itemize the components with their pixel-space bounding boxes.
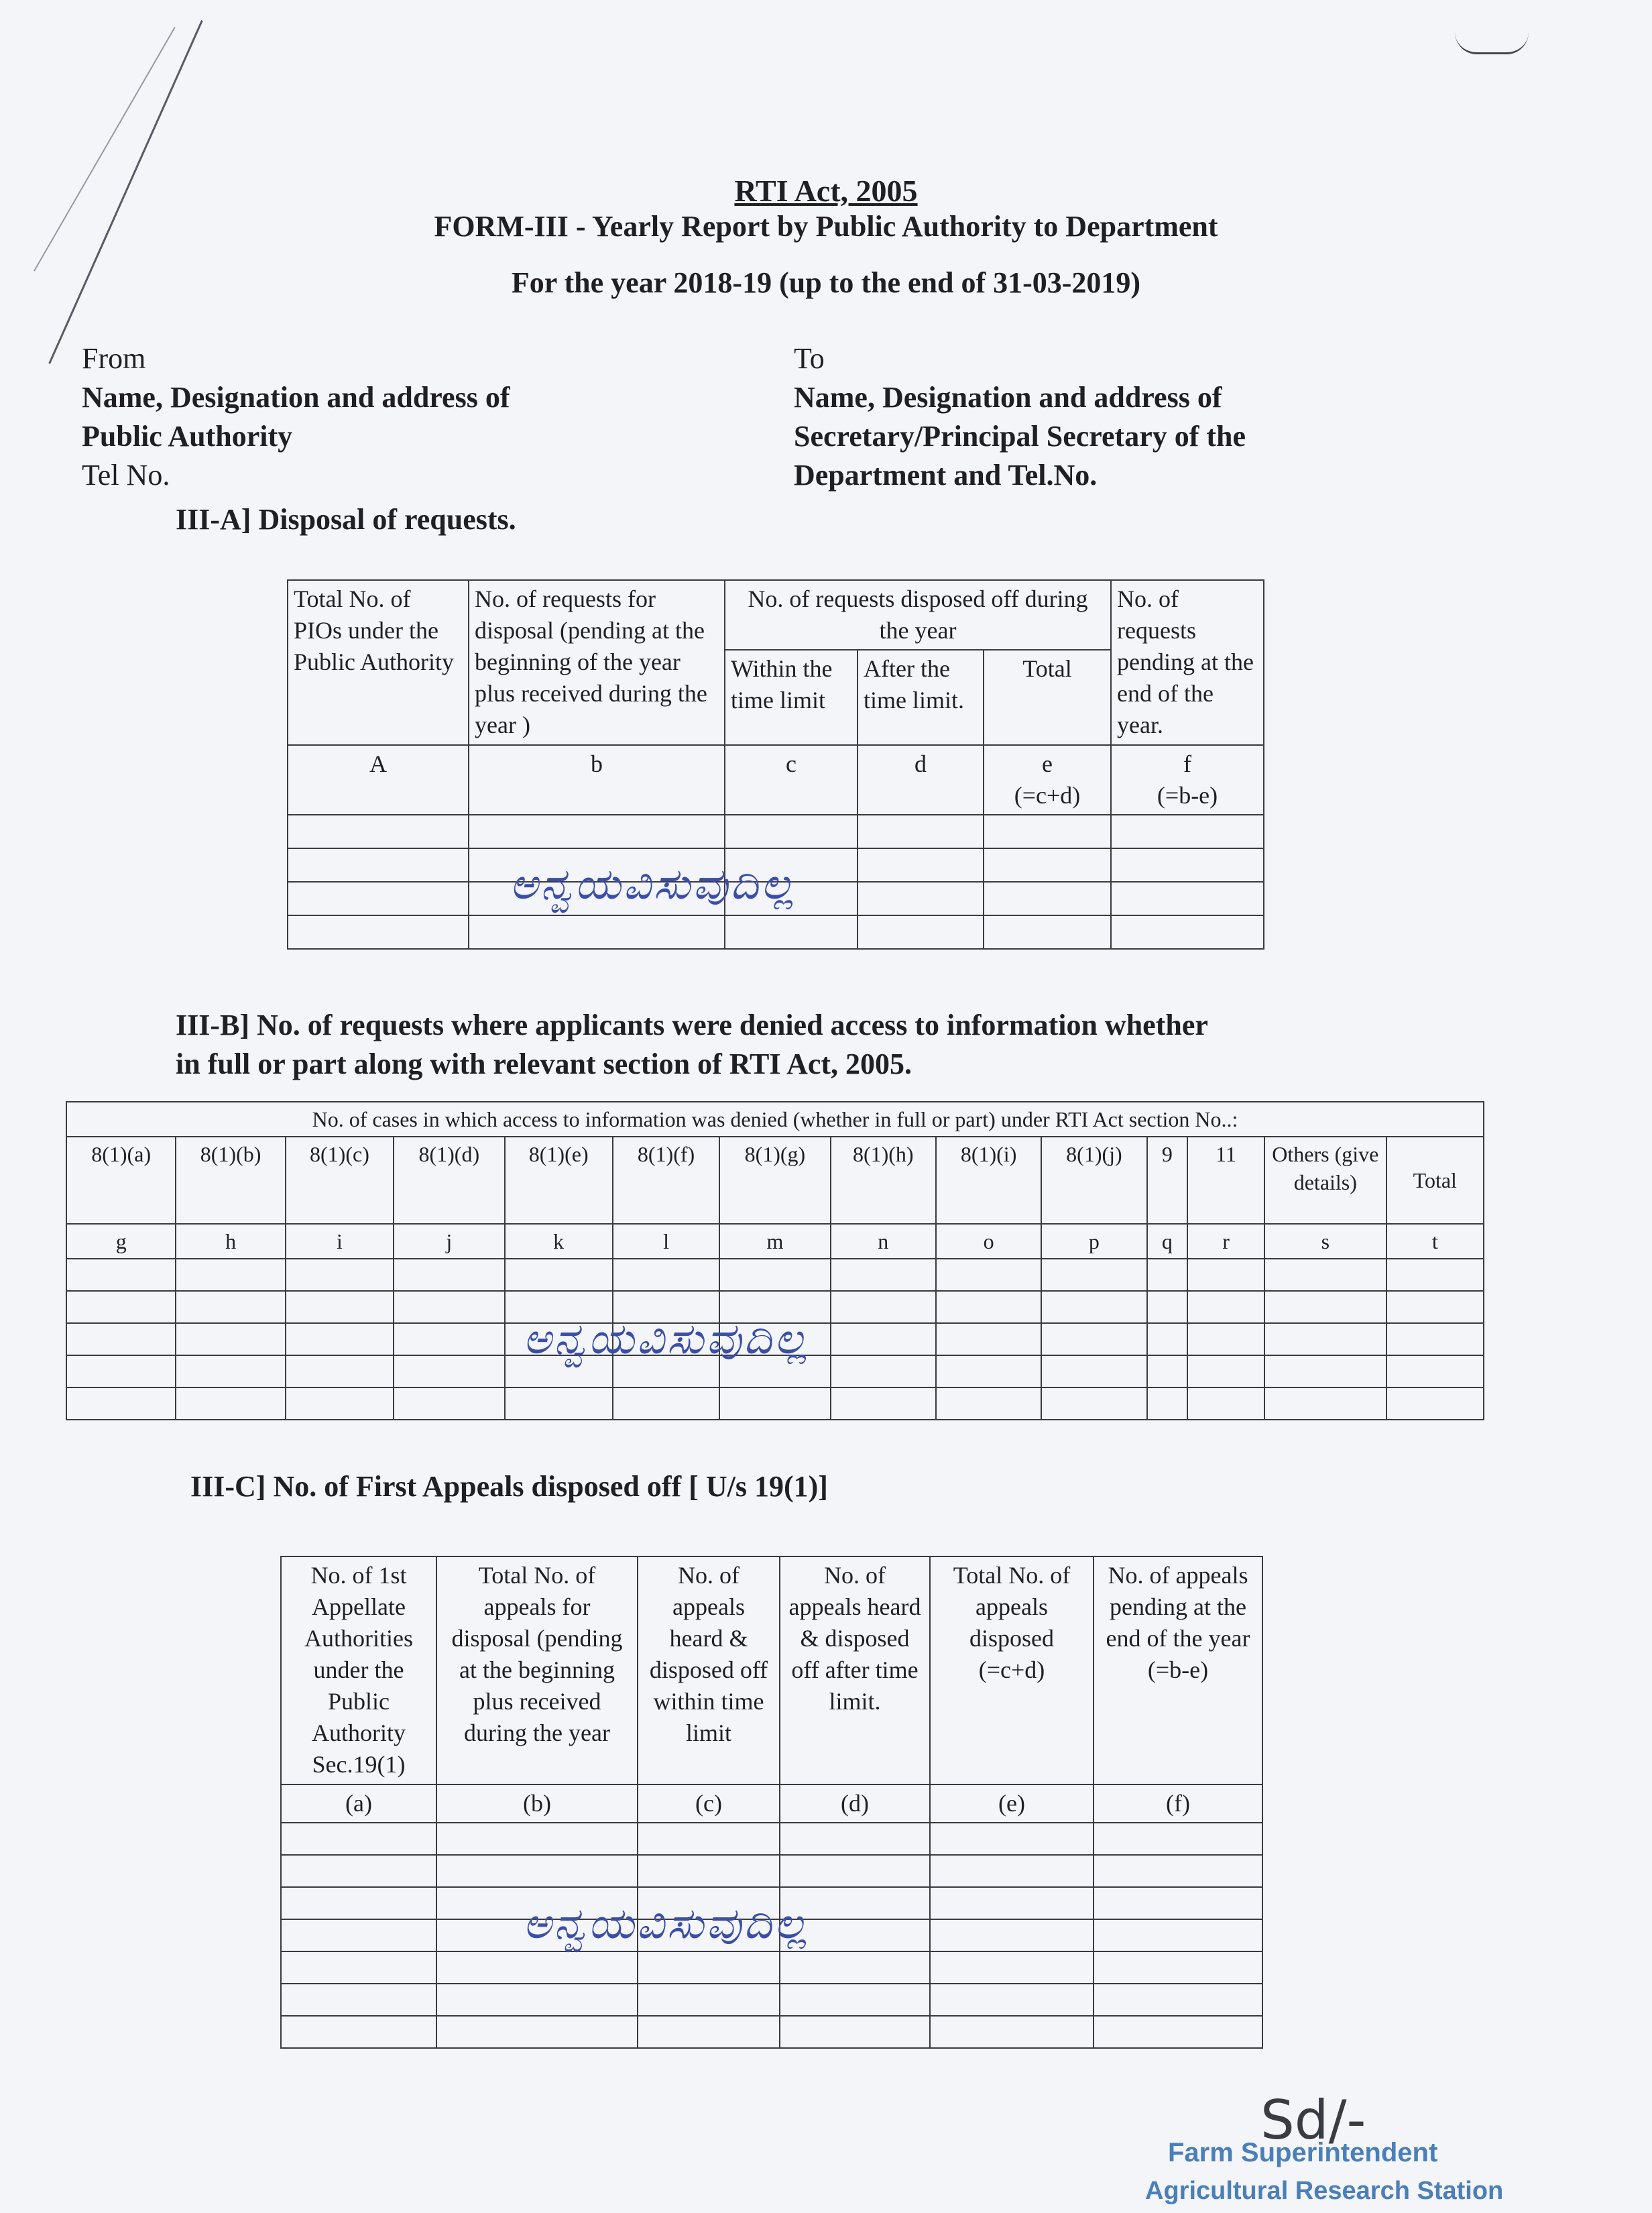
col-letter-t: t — [1386, 1224, 1484, 1259]
col-letter-h: h — [176, 1224, 285, 1259]
col-letter-j: j — [394, 1224, 504, 1259]
form-title: FORM-III - Yearly Report by Public Authority to Department — [434, 210, 1218, 243]
report-year: For the year 2018-19 (up to the end of 31-03-2019) — [511, 266, 1141, 299]
table-row — [281, 2016, 1262, 2048]
to-block — [794, 339, 1464, 495]
col-letter-g: g — [66, 1224, 176, 1259]
col-header-total: Total — [984, 650, 1111, 745]
col-header-appeals-pending: No. of appeals pending at the end of the year (=b-e) — [1094, 1556, 1262, 1784]
col-letter-i: i — [286, 1224, 394, 1259]
corner-tick-mark — [1455, 32, 1529, 54]
section-b-heading-line-2: in full or part along with relevant section of RTI Act, 2005. — [176, 1047, 912, 1080]
table-row — [288, 915, 1264, 949]
col-letter-e: (e) — [930, 1784, 1094, 1823]
to-line-2: Secretary/Principal Secretary of the — [794, 420, 1246, 453]
to-line-3: Department and Tel.No. — [794, 459, 1098, 492]
section-total: Total — [1386, 1137, 1484, 1224]
from-block — [82, 339, 685, 495]
col-letter-n: n — [831, 1224, 936, 1259]
col-letter-b: b — [469, 745, 725, 815]
col-header-appeals-for-disposal: Total No. of appeals for disposal (pending at the beginning plus received during the year — [436, 1556, 638, 1784]
col-letter-k: k — [505, 1224, 613, 1259]
document-title: RTI Act, 2005 — [734, 174, 918, 208]
col-header-appellate-authorities — [281, 1556, 436, 1784]
col-header-within-time: Within the time limit — [725, 650, 858, 745]
col-letter-f: f (=b-e) — [1111, 745, 1264, 815]
section-9: 9 — [1147, 1137, 1188, 1224]
section-others: Others (give details) — [1264, 1137, 1386, 1224]
handwritten-not-applicable-a: ಅನ್ವಯವಿಸುವುದಿಲ್ಲ — [510, 860, 796, 909]
section-11: 11 — [1187, 1137, 1264, 1224]
col-header-total-disposed: Total No. of appeals disposed (=c+d) — [930, 1556, 1094, 1784]
table-row — [281, 1951, 1262, 1984]
col-letter-c: (c) — [638, 1784, 780, 1823]
section-b-heading — [176, 1006, 1584, 1084]
col-letter-o: o — [936, 1224, 1041, 1259]
section-8-1-e: 8(1)(e) — [505, 1137, 613, 1224]
appellate-authorities-label: No. of 1st Appellate Authorities under the Public Authority Sec.19(1) — [304, 1562, 413, 1778]
section-8-1-j: 8(1)(j) — [1041, 1137, 1146, 1224]
section-8-1-h: 8(1)(h) — [831, 1137, 936, 1224]
denied-group-header: No. of cases in which access to information was denied (whether in full or part) under RTI Act section No..: — [66, 1102, 1484, 1137]
signature: Sd/- — [1260, 2089, 1366, 2151]
col-header-after-time: After the time limit. — [858, 650, 984, 745]
col-letter-e: e (=c+d) — [984, 745, 1111, 815]
col-header-requests-disposed: No. of requests disposed off during the year — [725, 580, 1111, 650]
col-letter-l: l — [613, 1224, 719, 1259]
to-label: To — [794, 342, 825, 375]
section-8-1-f: 8(1)(f) — [613, 1137, 719, 1224]
section-c-heading: III-C] No. of First Appeals disposed off [ U/s 19(1)] — [190, 1470, 828, 1503]
col-header-total-pios: Total No. of PIOs under the Public Authority — [288, 580, 469, 745]
col-letter-d: (d) — [780, 1784, 930, 1823]
requests-denied-table — [66, 1101, 1484, 1420]
table-row — [66, 1387, 1484, 1420]
section-8-1-d: 8(1)(d) — [394, 1137, 504, 1224]
col-header-within-time-limit: No. of appeals heard & disposed off within time limit — [638, 1556, 780, 1784]
from-label: From — [82, 342, 146, 375]
section-8-1-a: 8(1)(a) — [66, 1137, 176, 1224]
from-line-1: Name, Designation and address of — [82, 381, 510, 414]
section-8-1-g: 8(1)(g) — [719, 1137, 830, 1224]
col-letter-c: c — [725, 745, 858, 815]
first-appeals-table — [280, 1556, 1263, 2049]
table-row — [281, 1855, 1262, 1887]
table-row — [281, 1823, 1262, 1855]
col-letter-q: q — [1147, 1224, 1188, 1259]
to-line-1: Name, Designation and address of — [794, 381, 1222, 414]
handwritten-not-applicable-b: ಅನ್ವಯವಿಸುವುದಿಲ್ಲ — [523, 1314, 810, 1364]
col-letter-f: (f) — [1094, 1784, 1262, 1823]
handwritten-not-applicable-c: ಅನ್ವಯವಿಸುವುದಿಲ್ಲ — [523, 1899, 810, 1949]
col-letter-a: A — [288, 745, 469, 815]
col-letter-b: (b) — [436, 1784, 638, 1823]
signatory-designation: Farm Superintendent — [1168, 2138, 1438, 2167]
col-header-requests-pending: No. of requests pending at the end of the year. — [1111, 580, 1264, 745]
col-letter-d: d — [858, 745, 984, 815]
from-line-3: Tel No. — [82, 459, 170, 492]
section-8-1-b: 8(1)(b) — [176, 1137, 285, 1224]
from-line-2: Public Authority — [82, 420, 293, 453]
col-letter-a: (a) — [281, 1784, 436, 1823]
section-8-1-i: 8(1)(i) — [936, 1137, 1041, 1224]
col-letter-r: r — [1187, 1224, 1264, 1259]
col-letter-s: s — [1264, 1224, 1386, 1259]
section-a-heading: III-A] Disposal of requests. — [176, 503, 516, 536]
section-b-heading-line-1: III-B] No. of requests where applicants were denied access to information whether — [176, 1009, 1208, 1041]
signatory-office: Agricultural Research Station — [1145, 2177, 1504, 2205]
col-letter-m: m — [719, 1224, 830, 1259]
table-row — [281, 1984, 1262, 2016]
col-header-requests-for-disposal: No. of requests for disposal (pending at the beginning of the year plus received during the year ) — [469, 580, 725, 745]
section-8-1-c: 8(1)(c) — [286, 1137, 394, 1224]
table-row — [66, 1259, 1484, 1291]
col-header-after-time-limit: No. of appeals heard & disposed off after time limit. — [780, 1556, 930, 1784]
table-row — [288, 815, 1264, 848]
col-letter-p: p — [1041, 1224, 1146, 1259]
